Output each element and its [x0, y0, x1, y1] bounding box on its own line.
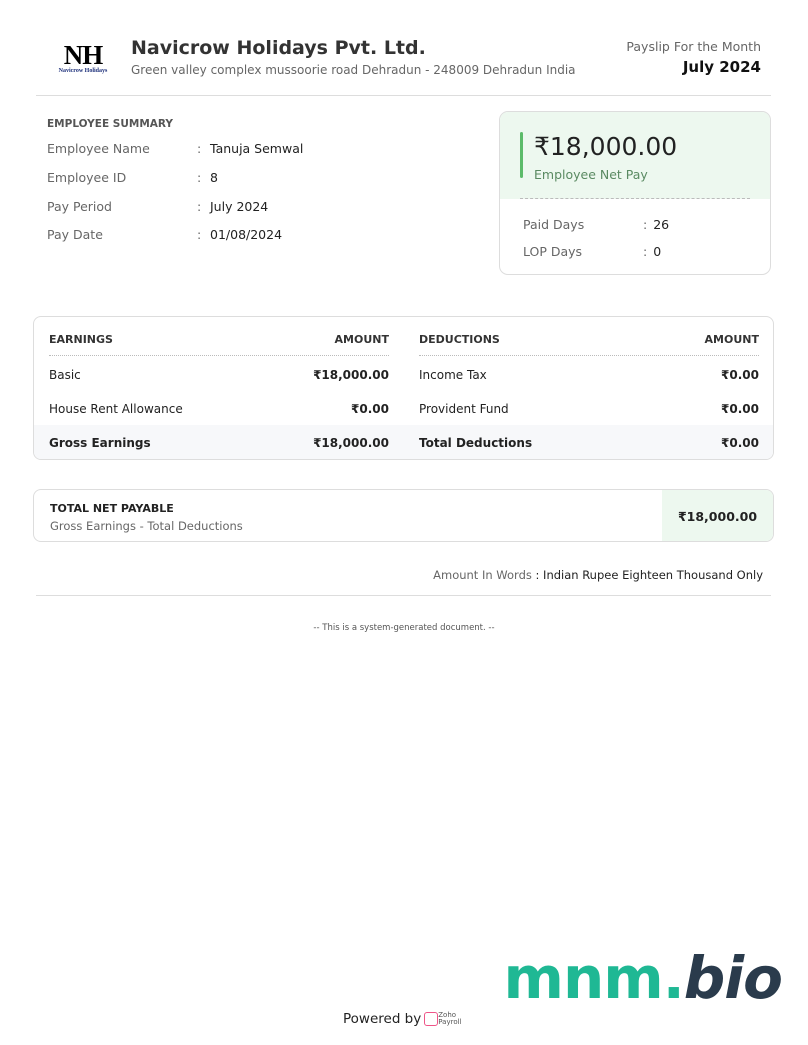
earning-amount: ₹0.00 [351, 402, 389, 416]
colon: : [197, 170, 202, 185]
system-generated-note: -- This is a system-generated document. -- [313, 623, 495, 633]
divider [36, 95, 771, 96]
label: Pay Date [47, 227, 103, 242]
logo-subtext: Navicrow Holidays [58, 68, 108, 74]
gross-earnings-amount: ₹18,000.00 [313, 436, 389, 450]
value: Tanuja Semwal [210, 141, 304, 156]
colon: : [197, 141, 202, 156]
net-pay-card [499, 111, 771, 275]
total-deductions-label: Total Deductions [419, 436, 533, 450]
value: July 2024 [210, 199, 269, 214]
powered-text: Powered by [343, 1011, 422, 1027]
powered-by [343, 1011, 462, 1027]
paid-days-row [523, 217, 669, 232]
value: 0 [653, 244, 662, 259]
deductions-header: DEDUCTIONS [419, 333, 500, 346]
company-address: Green valley complex mussoorie road Dehradun - 248009 Dehradun India [131, 63, 576, 77]
total-net-subtitle: Gross Earnings - Total Deductions [50, 519, 243, 533]
payslip-label: Payslip For the Month [626, 39, 761, 54]
earning-label: Basic [49, 368, 81, 382]
watermark-dark: bio [683, 944, 782, 1012]
amount-header: AMOUNT [334, 333, 389, 346]
zoho-payroll-icon [424, 1012, 438, 1026]
label: LOP Days [523, 244, 583, 259]
value: 01/08/2024 [210, 227, 283, 242]
label: Paid Days [523, 217, 585, 232]
earning-amount: ₹18,000.00 [313, 368, 389, 382]
net-pay-amount: ₹18,000.00 [534, 132, 678, 161]
colon: : [197, 199, 202, 214]
colon: : [643, 244, 648, 259]
deduction-amount: ₹0.00 [721, 368, 759, 382]
watermark-green: mnm. [503, 944, 684, 1012]
deduction-label: Income Tax [419, 368, 487, 382]
colon: : [531, 568, 544, 582]
value: Indian Rupee Eighteen Thousand Only [543, 568, 763, 582]
company-logo [52, 42, 114, 74]
total-net-payable [33, 489, 774, 542]
total-net-title: TOTAL NET PAYABLE [50, 502, 174, 515]
divider [520, 198, 750, 199]
divider [36, 595, 771, 596]
deduction-label: Provident Fund [419, 402, 509, 416]
amount-in-words [433, 568, 763, 582]
employee-summary-title: EMPLOYEE SUMMARY [47, 118, 174, 130]
label: Employee ID [47, 170, 127, 185]
label: Amount In Words [433, 568, 532, 582]
summary-row [47, 199, 467, 214]
payroll-text: Payroll [438, 1018, 462, 1026]
value: 8 [210, 170, 218, 185]
earnings-deductions-table [33, 316, 774, 460]
summary-row [47, 227, 467, 242]
earning-label: House Rent Allowance [49, 402, 183, 416]
value: 26 [653, 217, 670, 232]
label: Employee Name [47, 141, 150, 156]
summary-row [47, 170, 467, 185]
amount-header: AMOUNT [704, 333, 759, 346]
colon: : [643, 217, 648, 232]
summary-row [47, 141, 467, 156]
payslip-month: July 2024 [682, 58, 761, 76]
total-net-amount: ₹18,000.00 [662, 490, 773, 542]
label: Pay Period [47, 199, 112, 214]
earnings-header: EARNINGS [49, 333, 113, 346]
zoho-payroll-logo [438, 1012, 461, 1026]
lop-days-row [523, 244, 661, 259]
watermark [504, 944, 782, 1012]
company-name: Navicrow Holidays Pvt. Ltd. [131, 37, 426, 59]
colon: : [197, 227, 202, 242]
zoho-text: Zoho [438, 1011, 457, 1019]
deduction-amount: ₹0.00 [721, 402, 759, 416]
logo-text: NH [63, 40, 103, 70]
gross-earnings-label: Gross Earnings [49, 436, 151, 450]
accent-bar [520, 132, 523, 178]
total-deductions-amount: ₹0.00 [721, 436, 759, 450]
net-pay-label: Employee Net Pay [534, 167, 648, 182]
